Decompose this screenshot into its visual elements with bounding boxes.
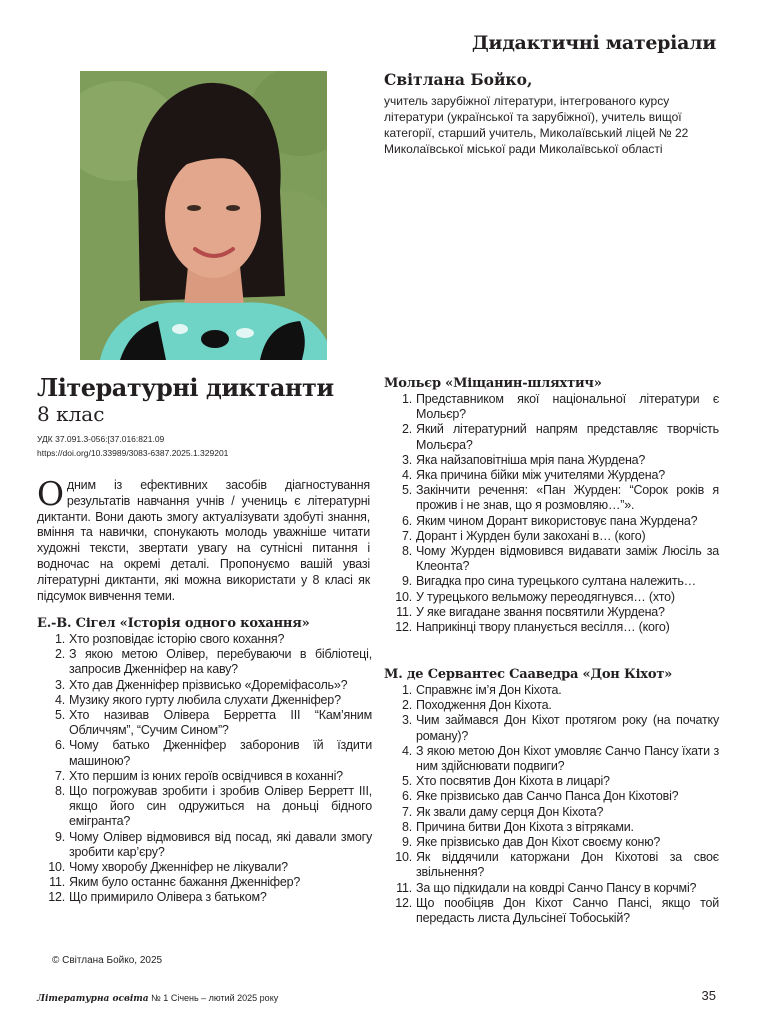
- question-text: Справжнє ім’я Дон Кіхота.: [416, 683, 562, 697]
- journal-name: Літературна освіта: [37, 994, 149, 1004]
- question-number: 10.: [395, 589, 412, 604]
- copyright-notice: © Світлана Бойко, 2025: [52, 955, 163, 966]
- question-number: 2.: [54, 647, 65, 662]
- question-item: [384, 605, 719, 620]
- question-text: Яка найзаповітніша мрія пана Журдена?: [416, 452, 646, 467]
- question-number: 1.: [401, 392, 412, 406]
- question-item: [37, 830, 372, 860]
- question-number: 11.: [396, 604, 412, 619]
- question-text: Чому хворобу Дженніфер не лікували?: [69, 860, 288, 875]
- question-text: Дорант і Журден були закохані в… (кого): [416, 528, 646, 543]
- article-title: Літературні диктанти: [37, 373, 334, 402]
- section-segal: [37, 616, 372, 906]
- question-text: Яке прізвисько дав Санчо Панса Дон Кіхотові?: [416, 789, 679, 804]
- question-text: Хто посвятив Дон Кіхота в лицарі?: [416, 774, 610, 789]
- issue-info: № 1 Січень – лютий 2025 року: [148, 993, 279, 1003]
- question-number: 8.: [54, 784, 65, 799]
- author-name: Світлана Бойко,: [384, 70, 533, 89]
- question-number: 7.: [54, 768, 65, 783]
- question-number: 12.: [395, 620, 412, 635]
- question-number: 6.: [401, 513, 412, 528]
- section-moliere: [384, 376, 719, 635]
- question-text: Хто розповідає історію свого кохання?: [69, 632, 285, 646]
- question-item: [384, 881, 719, 896]
- question-item: [37, 738, 372, 768]
- question-text: Представником якої національної літератури є Мольєр?: [416, 392, 719, 422]
- question-text: Закінчити речення: «Пан Журден: “Сорок років я прожив і не знав, що я розмовляю…”».: [416, 483, 719, 513]
- question-number: 4.: [401, 743, 412, 758]
- author-description: учитель зарубіжної літератури, інтегрованого курсу літератури (української та зарубіжної), учитель вищої категорії, старший учитель, Миколаївський ліцей № 22 Миколаївської міської ради Миколаївської області: [384, 94, 689, 156]
- question-text: З якою метою Олівер, перебуваючи в бібліотеці, запросив Дженніфер на каву?: [69, 647, 372, 677]
- question-number: 10.: [48, 860, 65, 875]
- question-text: Походження Дон Кіхота.: [416, 698, 552, 713]
- section-title: М. де Сервантес Сааведра «Дон Кіхот»: [384, 667, 673, 682]
- question-item: [384, 392, 719, 422]
- question-text: Як віддячили каторжани Дон Кіхотові за своє звільнення?: [416, 850, 719, 880]
- question-text: Яке прізвисько дав Дон Кіхот своєму коню?: [416, 835, 661, 850]
- question-item: [384, 850, 719, 880]
- author-photo: [80, 71, 327, 360]
- question-text: Чому Журден відмовився видавати заміж Люсіль за Клеонта?: [416, 544, 719, 574]
- intro-paragraph: [37, 474, 370, 604]
- footer-journal: [37, 993, 278, 1004]
- question-item: [384, 590, 719, 605]
- question-item: [384, 805, 719, 820]
- question-text: За що підкидали на ковдрі Санчо Пансу в корчмі?: [416, 880, 697, 895]
- question-list: [384, 392, 719, 635]
- question-number: 12.: [395, 895, 412, 910]
- article-subtitle: 8 клас: [37, 402, 105, 426]
- question-number: 11.: [49, 875, 65, 890]
- question-number: 2.: [401, 698, 412, 713]
- question-number: 3.: [401, 713, 412, 728]
- drop-cap: О: [37, 474, 64, 513]
- question-item: [384, 483, 719, 513]
- question-number: 7.: [401, 528, 412, 543]
- question-text: Хто називав Олівера Берретта III “Кам’яним Обличчям”, “Сучим Сином”?: [69, 708, 372, 738]
- question-number: 7.: [401, 804, 412, 819]
- question-item: [37, 647, 372, 677]
- question-number: 6.: [401, 789, 412, 804]
- question-item: [384, 574, 719, 589]
- question-text: Що пообіцяв Дон Кіхот Санчо Пансі, якщо той передасть листа Дульсінеї Тобоській?: [416, 895, 719, 926]
- article-heading: [37, 374, 367, 460]
- section-header: Дидактичні матеріали: [471, 32, 716, 54]
- question-text: Як звали даму серця Дон Кіхота?: [416, 804, 604, 819]
- question-number: 3.: [54, 677, 65, 692]
- question-number: 2.: [401, 422, 412, 437]
- question-item: [384, 835, 719, 850]
- question-item: [384, 896, 719, 926]
- question-number: 12.: [48, 890, 65, 905]
- question-item: [384, 820, 719, 835]
- question-number: 9.: [401, 835, 412, 850]
- question-number: 1.: [401, 683, 412, 697]
- section-title: Мольєр «Міщанин-шляхтич»: [384, 376, 602, 391]
- question-item: [37, 784, 372, 830]
- question-number: 5.: [401, 774, 412, 789]
- section-cervantes: [384, 667, 719, 926]
- doi-link[interactable]: https://doi.org/10.33989/3083-6387.2025.1.329201: [37, 448, 229, 458]
- question-text: Чому батько Дженніфер заборонив їй їздити машиною?: [69, 738, 372, 768]
- question-item: [384, 744, 719, 774]
- question-text: Наприкінці твору планується весілля… (кого): [416, 620, 670, 635]
- question-item: [37, 890, 372, 905]
- question-text: Яким було останнє бажання Дженніфер?: [69, 875, 301, 890]
- question-number: 5.: [54, 708, 65, 723]
- question-text: Яка причина бійки між учителями Журдена?: [416, 468, 665, 483]
- question-text: Що погрожував зробити і зробив Олівер Берретт III, якщо його син одружиться на доньці бідного емігранта?: [69, 784, 372, 829]
- question-text: Хто дав Дженніфер прізвисько «Дореміфасоль»?: [69, 677, 348, 692]
- question-item: [37, 708, 372, 738]
- question-list: [37, 632, 372, 906]
- intro-text: дним із ефективних засобів діагностування результатів навчання учнів / учениць є літературні диктанти. Вони дають змогу актуалізувати здобуті знання, вміння та навички, спонукають молодь уважніше читати художні тексти, звертати увагу на сутнісні питання і водночас на окремі деталі. Пропонуємо вашій увазі літературні диктанти, які можна використати у 8 класі як підсумок вивчення теми.: [37, 478, 370, 603]
- question-text: Чому Олівер відмовився від посад, які давали змогу зробити кар’єру?: [69, 829, 372, 859]
- question-text: З якою метою Дон Кіхот умовляє Санчо Пансу їхати з ним здійснювати подвиги?: [416, 743, 719, 774]
- question-list: [384, 683, 719, 926]
- question-text: Чим займався Дон Кіхот протягом року (на початку роману)?: [416, 713, 719, 743]
- question-number: 4.: [54, 692, 65, 707]
- question-number: 9.: [401, 574, 412, 589]
- question-item: [384, 683, 719, 698]
- author-info: [384, 70, 724, 157]
- question-text: Хто першим із юних героїв освідчився в коханні?: [69, 768, 343, 783]
- section-title: Е.-В. Сігел «Історія одного кохання»: [37, 616, 310, 631]
- question-item: [384, 453, 719, 468]
- question-item: [37, 769, 372, 784]
- question-number: 4.: [401, 468, 412, 483]
- question-number: 10.: [395, 850, 412, 865]
- question-item: [384, 544, 719, 574]
- question-number: 5.: [401, 483, 412, 498]
- question-item: [37, 693, 372, 708]
- question-item: [384, 713, 719, 743]
- question-item: [384, 422, 719, 452]
- question-item: [384, 774, 719, 789]
- question-number: 8.: [401, 544, 412, 559]
- question-text: Яким чином Дорант використовує пана Журдена?: [416, 513, 698, 528]
- question-number: 11.: [396, 880, 412, 895]
- question-number: 1.: [54, 632, 65, 646]
- question-text: Який літературний напрям представляє творчість Мольєра?: [416, 422, 719, 452]
- question-number: 8.: [401, 819, 412, 834]
- udc-code: УДК 37.091.3-056:[37.016:821.09: [37, 434, 165, 444]
- question-item: [37, 860, 372, 875]
- question-item: [384, 789, 719, 804]
- question-item: [384, 514, 719, 529]
- question-text: У турецького вельможу переодягнувся… (хто): [416, 589, 675, 604]
- question-item: [384, 468, 719, 483]
- question-item: [384, 529, 719, 544]
- question-number: 6.: [54, 738, 65, 753]
- page-number: 35: [701, 988, 716, 1003]
- question-text: Причина битви Дон Кіхота з вітряками.: [416, 819, 634, 834]
- question-text: У яке вигадане звання посвятили Журдена?: [416, 604, 665, 619]
- question-text: Що примирило Олівера з батьком?: [69, 890, 267, 905]
- question-text: Вигадка про сина турецького султана належить…: [416, 574, 696, 589]
- question-item: [384, 620, 719, 635]
- question-text: Музику якого гурту любила слухати Дженніфер?: [69, 692, 341, 707]
- question-item: [37, 678, 372, 693]
- question-number: 9.: [54, 829, 65, 844]
- question-item: [384, 698, 719, 713]
- question-item: [37, 632, 372, 647]
- question-item: [37, 875, 372, 890]
- author-portrait-image: [80, 71, 327, 360]
- question-number: 3.: [401, 452, 412, 467]
